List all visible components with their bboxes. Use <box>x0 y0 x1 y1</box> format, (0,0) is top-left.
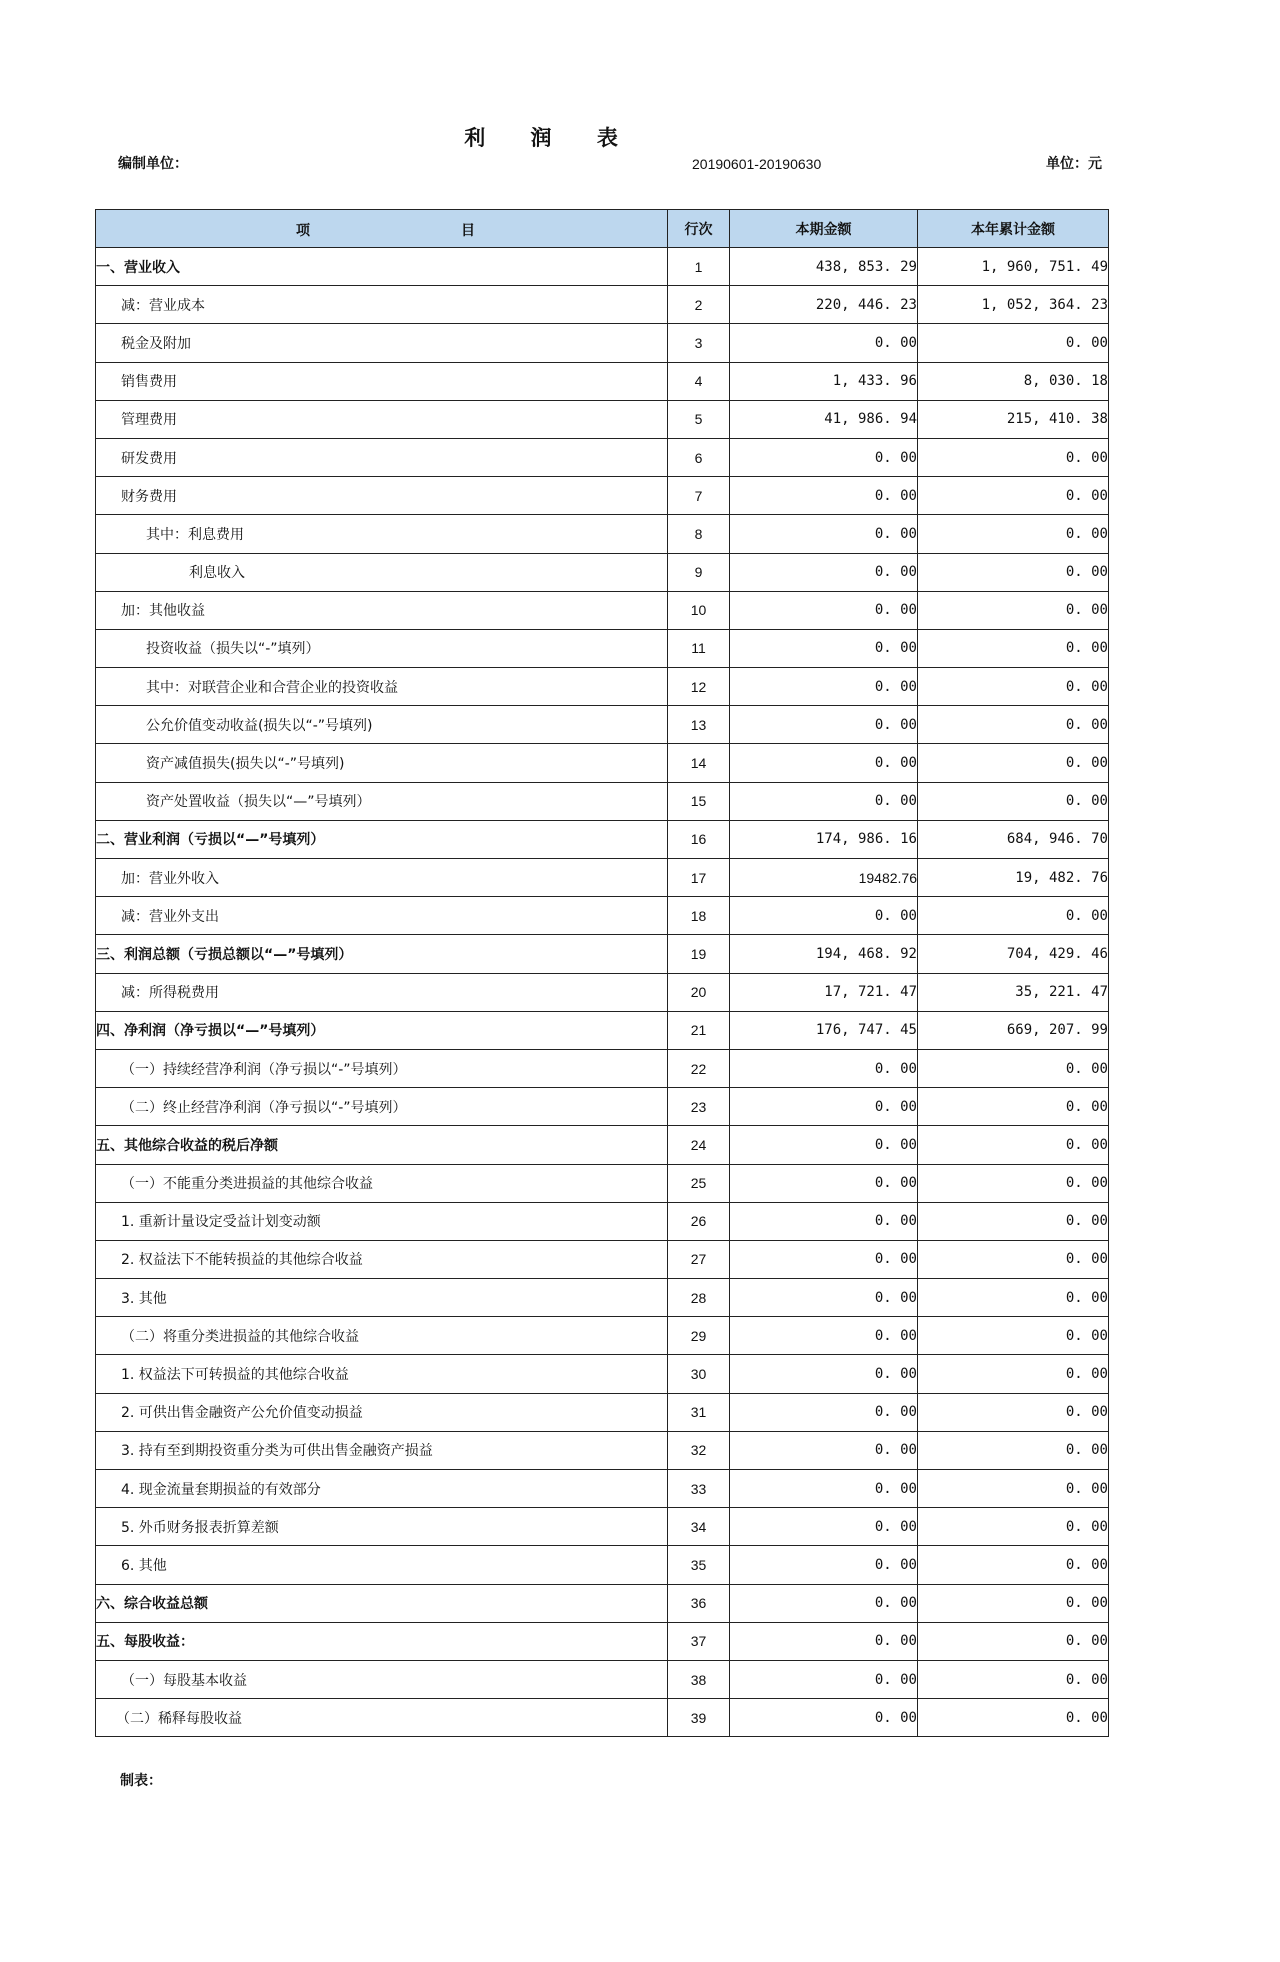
table-row <box>96 706 1109 744</box>
row-current-amount: 0. 00 <box>730 629 918 667</box>
row-ytd-amount: 669, 207. 99 <box>918 1011 1109 1049</box>
table-row <box>96 1660 1109 1698</box>
row-item-label: 其中：利息费用 <box>96 515 668 553</box>
row-item-label: 六、综合收益总额 <box>96 1584 668 1622</box>
row-line-number: 32 <box>668 1431 730 1469</box>
table-row <box>96 1126 1109 1164</box>
row-line-number: 24 <box>668 1126 730 1164</box>
row-current-amount: 0. 00 <box>730 1660 918 1698</box>
row-current-amount: 176, 747. 45 <box>730 1011 918 1049</box>
row-current-amount: 0. 00 <box>730 438 918 476</box>
row-current-amount: 41, 986. 94 <box>730 400 918 438</box>
row-ytd-amount: 0. 00 <box>918 1508 1109 1546</box>
row-ytd-amount: 0. 00 <box>918 515 1109 553</box>
table-row <box>96 248 1109 286</box>
row-item-label: 税金及附加 <box>96 324 668 362</box>
row-line-number: 17 <box>668 859 730 897</box>
table-row <box>96 1508 1109 1546</box>
row-current-amount: 0. 00 <box>730 1240 918 1278</box>
income-statement-table <box>95 209 1109 1737</box>
row-ytd-amount: 704, 429. 46 <box>918 935 1109 973</box>
row-ytd-amount: 0. 00 <box>918 1355 1109 1393</box>
row-line-number: 34 <box>668 1508 730 1546</box>
column-header-item <box>96 210 668 248</box>
table-row <box>96 1164 1109 1202</box>
row-item-label: 1. 权益法下可转损益的其他综合收益 <box>96 1355 668 1393</box>
row-current-amount: 0. 00 <box>730 553 918 591</box>
row-ytd-amount: 0. 00 <box>918 1088 1109 1126</box>
prepared-by-footer: 制表： <box>120 1773 162 1789</box>
row-ytd-amount: 1, 960, 751. 49 <box>918 248 1109 286</box>
row-line-number: 16 <box>668 820 730 858</box>
row-ytd-amount: 0. 00 <box>918 1431 1109 1469</box>
table-row <box>96 668 1109 706</box>
table-row <box>96 935 1109 973</box>
row-ytd-amount: 0. 00 <box>918 477 1109 515</box>
row-item-label: 3. 其他 <box>96 1279 668 1317</box>
row-line-number: 21 <box>668 1011 730 1049</box>
table-row <box>96 1279 1109 1317</box>
row-line-number: 10 <box>668 591 730 629</box>
row-item-label: 财务费用 <box>96 477 668 515</box>
row-line-number: 27 <box>668 1240 730 1278</box>
row-current-amount: 0. 00 <box>730 1202 918 1240</box>
row-item-label: 公允价值变动收益(损失以“-”号填列) <box>96 706 668 744</box>
row-current-amount: 0. 00 <box>730 1622 918 1660</box>
row-current-amount: 0. 00 <box>730 1584 918 1622</box>
row-ytd-amount: 0. 00 <box>918 744 1109 782</box>
table-row <box>96 1088 1109 1126</box>
row-item-label: 减：营业外支出 <box>96 897 668 935</box>
table-row <box>96 515 1109 553</box>
table-row <box>96 1393 1109 1431</box>
row-ytd-amount: 35, 221. 47 <box>918 973 1109 1011</box>
table-row <box>96 782 1109 820</box>
row-ytd-amount: 0. 00 <box>918 1126 1109 1164</box>
row-item-label: 3. 持有至到期投资重分类为可供出售金融资产损益 <box>96 1431 668 1469</box>
row-ytd-amount: 0. 00 <box>918 897 1109 935</box>
table-row <box>96 1240 1109 1278</box>
row-line-number: 33 <box>668 1470 730 1508</box>
row-line-number: 23 <box>668 1088 730 1126</box>
row-line-number: 26 <box>668 1202 730 1240</box>
row-line-number: 31 <box>668 1393 730 1431</box>
row-item-label: （一）不能重分类进损益的其他综合收益 <box>96 1164 668 1202</box>
row-current-amount: 194, 468. 92 <box>730 935 918 973</box>
row-item-label: 减：营业成本 <box>96 286 668 324</box>
table-row <box>96 859 1109 897</box>
table-row <box>96 477 1109 515</box>
row-ytd-amount: 684, 946. 70 <box>918 820 1109 858</box>
row-current-amount: 0. 00 <box>730 1508 918 1546</box>
row-item-label: 2. 可供出售金融资产公允价值变动损益 <box>96 1393 668 1431</box>
row-current-amount: 0. 00 <box>730 591 918 629</box>
table-row <box>96 438 1109 476</box>
row-current-amount: 0. 00 <box>730 1546 918 1584</box>
row-item-label: （一）每股基本收益 <box>96 1660 668 1698</box>
row-item-label: 资产减值损失(损失以“-”号填列) <box>96 744 668 782</box>
row-ytd-amount: 0. 00 <box>918 668 1109 706</box>
row-line-number: 15 <box>668 782 730 820</box>
row-ytd-amount: 0. 00 <box>918 1317 1109 1355</box>
row-item-label: 三、利润总额（亏损总额以“—”号填列） <box>96 935 668 973</box>
row-ytd-amount: 0. 00 <box>918 1699 1109 1737</box>
table-row <box>96 897 1109 935</box>
row-line-number: 3 <box>668 324 730 362</box>
row-item-label: 研发费用 <box>96 438 668 476</box>
row-current-amount: 0. 00 <box>730 1393 918 1431</box>
row-current-amount: 0. 00 <box>730 1164 918 1202</box>
row-ytd-amount: 0. 00 <box>918 1470 1109 1508</box>
row-ytd-amount: 19, 482. 76 <box>918 859 1109 897</box>
row-line-number: 19 <box>668 935 730 973</box>
row-line-number: 18 <box>668 897 730 935</box>
row-ytd-amount: 0. 00 <box>918 1584 1109 1622</box>
row-line-number: 29 <box>668 1317 730 1355</box>
row-ytd-amount: 0. 00 <box>918 553 1109 591</box>
row-line-number: 35 <box>668 1546 730 1584</box>
row-line-number: 25 <box>668 1164 730 1202</box>
row-current-amount: 438, 853. 29 <box>730 248 918 286</box>
row-line-number: 8 <box>668 515 730 553</box>
row-item-label: 减：所得税费用 <box>96 973 668 1011</box>
column-header-item-char: 目 <box>461 223 475 239</box>
table-row <box>96 286 1109 324</box>
row-item-label: 4. 现金流量套期损益的有效部分 <box>96 1470 668 1508</box>
table-row <box>96 400 1109 438</box>
table-header-row <box>96 210 1109 248</box>
table-row <box>96 1584 1109 1622</box>
row-current-amount: 0. 00 <box>730 1049 918 1087</box>
row-item-label: （二）终止经营净利润（净亏损以“-”号填列） <box>96 1088 668 1126</box>
table-row <box>96 553 1109 591</box>
column-header-year-to-date: 本年累计金额 <box>918 210 1109 248</box>
row-current-amount: 17, 721. 47 <box>730 973 918 1011</box>
row-line-number: 30 <box>668 1355 730 1393</box>
table-row <box>96 820 1109 858</box>
prepared-by-label: 编制单位： <box>118 156 188 172</box>
row-current-amount: 0. 00 <box>730 897 918 935</box>
row-current-amount: 0. 00 <box>730 1088 918 1126</box>
row-ytd-amount: 0. 00 <box>918 1393 1109 1431</box>
row-item-label: （一）持续经营净利润（净亏损以“-”号填列） <box>96 1049 668 1087</box>
row-current-amount: 0. 00 <box>730 1126 918 1164</box>
row-item-label: 管理费用 <box>96 400 668 438</box>
row-ytd-amount: 215, 410. 38 <box>918 400 1109 438</box>
row-line-number: 37 <box>668 1622 730 1660</box>
table-row <box>96 1546 1109 1584</box>
row-current-amount: 0. 00 <box>730 1317 918 1355</box>
row-ytd-amount: 0. 00 <box>918 591 1109 629</box>
report-title <box>0 122 1082 152</box>
table-row <box>96 1049 1109 1087</box>
row-line-number: 13 <box>668 706 730 744</box>
table-row <box>96 629 1109 667</box>
row-line-number: 20 <box>668 973 730 1011</box>
row-item-label: 利息收入 <box>96 553 668 591</box>
row-item-label: 五、其他综合收益的税后净额 <box>96 1126 668 1164</box>
row-item-label: 投资收益（损失以“-”填列） <box>96 629 668 667</box>
row-current-amount: 1, 433. 96 <box>730 362 918 400</box>
row-ytd-amount: 0. 00 <box>918 629 1109 667</box>
row-ytd-amount: 0. 00 <box>918 1546 1109 1584</box>
table-row <box>96 973 1109 1011</box>
row-current-amount: 19482.76 <box>730 859 918 897</box>
title-char: 表 <box>596 126 618 150</box>
row-ytd-amount: 0. 00 <box>918 438 1109 476</box>
row-line-number: 9 <box>668 553 730 591</box>
row-ytd-amount: 0. 00 <box>918 1049 1109 1087</box>
row-current-amount: 0. 00 <box>730 706 918 744</box>
row-line-number: 6 <box>668 438 730 476</box>
row-line-number: 39 <box>668 1699 730 1737</box>
row-item-label: 加：营业外收入 <box>96 859 668 897</box>
row-ytd-amount: 8, 030. 18 <box>918 362 1109 400</box>
row-current-amount: 0. 00 <box>730 1355 918 1393</box>
row-line-number: 12 <box>668 668 730 706</box>
table-row <box>96 591 1109 629</box>
row-line-number: 38 <box>668 1660 730 1698</box>
currency-unit: 单位：元 <box>1046 156 1102 172</box>
row-line-number: 7 <box>668 477 730 515</box>
row-line-number: 11 <box>668 629 730 667</box>
row-current-amount: 0. 00 <box>730 1699 918 1737</box>
table-row <box>96 1470 1109 1508</box>
row-ytd-amount: 0. 00 <box>918 782 1109 820</box>
column-header-line-no: 行次 <box>668 210 730 248</box>
row-current-amount: 220, 446. 23 <box>730 286 918 324</box>
row-ytd-amount: 0. 00 <box>918 1660 1109 1698</box>
table-row <box>96 1011 1109 1049</box>
row-item-label: 五、每股收益： <box>96 1622 668 1660</box>
title-char: 润 <box>530 126 552 150</box>
row-line-number: 36 <box>668 1584 730 1622</box>
row-item-label: 一、营业收入 <box>96 248 668 286</box>
table-row <box>96 1355 1109 1393</box>
row-line-number: 28 <box>668 1279 730 1317</box>
row-line-number: 1 <box>668 248 730 286</box>
row-current-amount: 174, 986. 16 <box>730 820 918 858</box>
row-item-label: （二）稀释每股收益 <box>96 1699 668 1737</box>
row-item-label: 其中：对联营企业和合营企业的投资收益 <box>96 668 668 706</box>
row-ytd-amount: 0. 00 <box>918 1164 1109 1202</box>
table-row <box>96 1202 1109 1240</box>
table-row <box>96 1317 1109 1355</box>
row-current-amount: 0. 00 <box>730 515 918 553</box>
row-line-number: 5 <box>668 400 730 438</box>
column-header-item-char: 项 <box>296 223 310 239</box>
row-current-amount: 0. 00 <box>730 744 918 782</box>
row-ytd-amount: 0. 00 <box>918 1240 1109 1278</box>
row-current-amount: 0. 00 <box>730 668 918 706</box>
row-current-amount: 0. 00 <box>730 1470 918 1508</box>
row-ytd-amount: 0. 00 <box>918 1279 1109 1317</box>
row-current-amount: 0. 00 <box>730 324 918 362</box>
row-item-label: 1. 重新计量设定受益计划变动额 <box>96 1202 668 1240</box>
row-current-amount: 0. 00 <box>730 477 918 515</box>
row-ytd-amount: 0. 00 <box>918 1622 1109 1660</box>
row-ytd-amount: 1, 052, 364. 23 <box>918 286 1109 324</box>
row-line-number: 4 <box>668 362 730 400</box>
row-item-label: 2. 权益法下不能转损益的其他综合收益 <box>96 1240 668 1278</box>
row-current-amount: 0. 00 <box>730 1279 918 1317</box>
title-char: 利 <box>464 126 486 150</box>
row-item-label: 资产处置收益（损失以“—”号填列） <box>96 782 668 820</box>
table-body <box>96 248 1109 1737</box>
row-item-label: 5. 外币财务报表折算差额 <box>96 1508 668 1546</box>
row-item-label: 6. 其他 <box>96 1546 668 1584</box>
table-row <box>96 1431 1109 1469</box>
table-row <box>96 1699 1109 1737</box>
row-item-label: 二、营业利润（亏损以“—”号填列） <box>96 820 668 858</box>
row-item-label: 销售费用 <box>96 362 668 400</box>
row-line-number: 2 <box>668 286 730 324</box>
row-line-number: 22 <box>668 1049 730 1087</box>
row-current-amount: 0. 00 <box>730 782 918 820</box>
column-header-current-period: 本期金额 <box>730 210 918 248</box>
row-item-label: 四、净利润（净亏损以“—”号填列） <box>96 1011 668 1049</box>
row-ytd-amount: 0. 00 <box>918 324 1109 362</box>
table-row <box>96 362 1109 400</box>
table-row <box>96 324 1109 362</box>
table-row <box>96 744 1109 782</box>
row-ytd-amount: 0. 00 <box>918 706 1109 744</box>
row-item-label: （二）将重分类进损益的其他综合收益 <box>96 1317 668 1355</box>
row-line-number: 14 <box>668 744 730 782</box>
row-ytd-amount: 0. 00 <box>918 1202 1109 1240</box>
table-row <box>96 1622 1109 1660</box>
report-period: 20190601-20190630 <box>692 156 822 172</box>
row-current-amount: 0. 00 <box>730 1431 918 1469</box>
row-item-label: 加：其他收益 <box>96 591 668 629</box>
